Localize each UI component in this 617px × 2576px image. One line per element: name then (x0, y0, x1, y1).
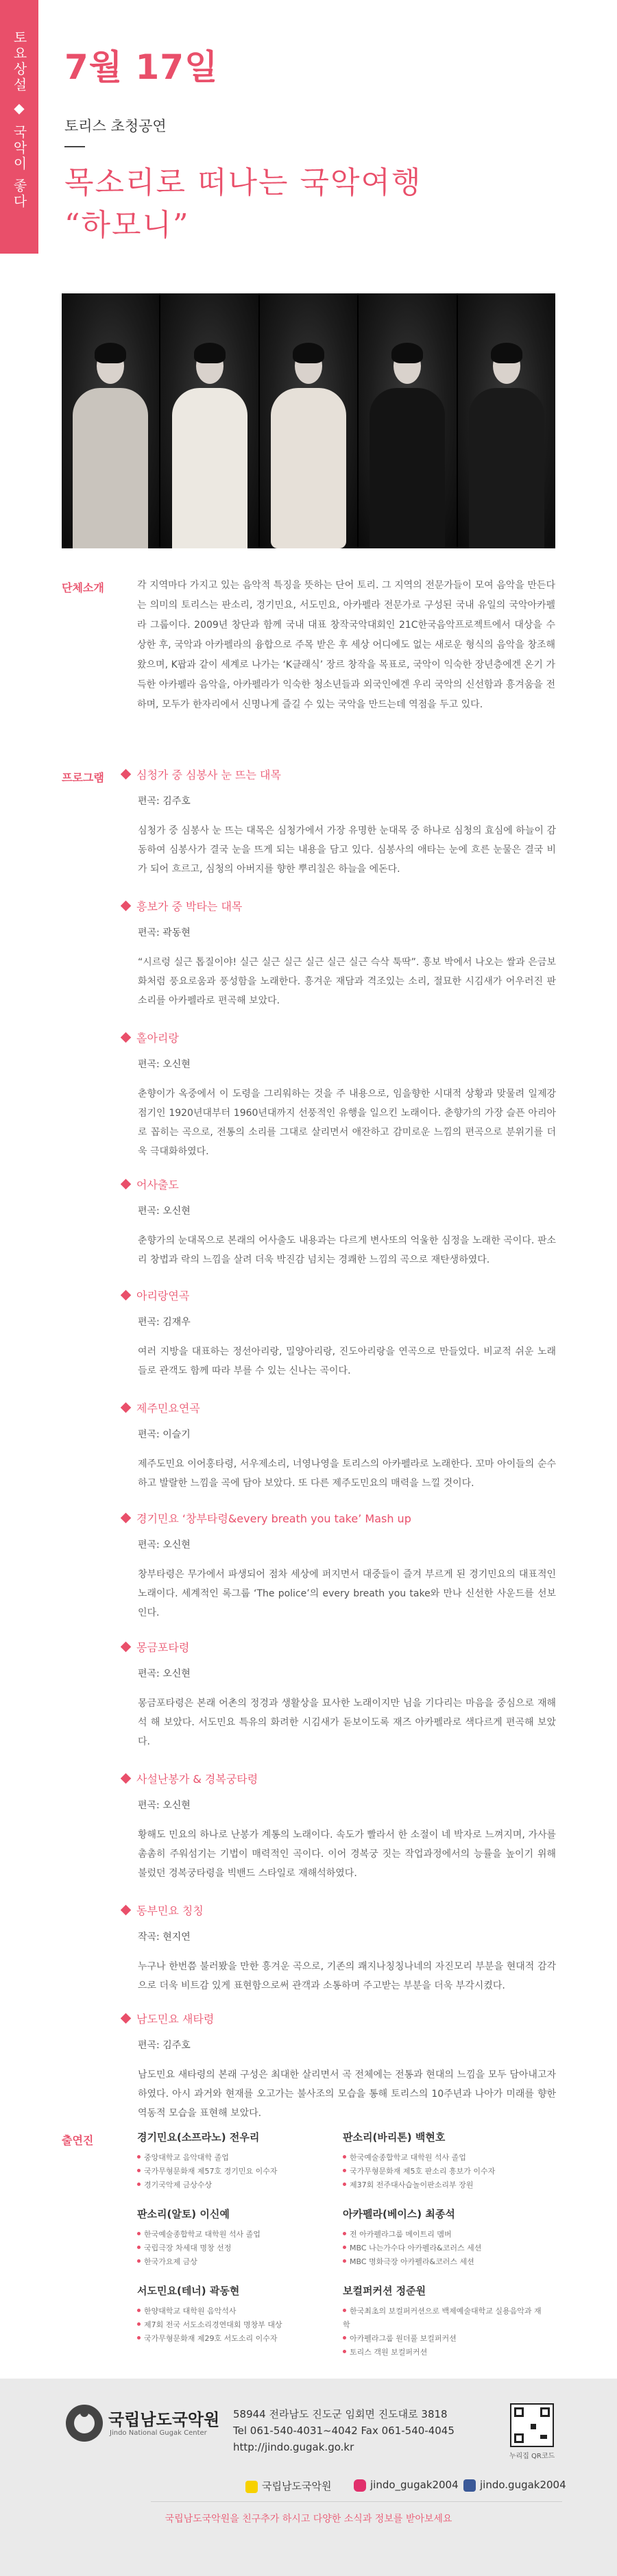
event-date: 7월 17일 (64, 47, 219, 87)
event-title-line-2: “하모니” (64, 208, 190, 243)
program-item-title: 동부민요 칭칭 (121, 1904, 559, 1919)
footer (0, 2379, 617, 2576)
program-item (121, 1031, 559, 1161)
performer-detail: 국립극장 차세대 명창 선정 (137, 2241, 336, 2255)
performer-name: 아카펠라(베이스) 최종석 (343, 2208, 455, 2220)
footer-divider (151, 2501, 562, 2502)
qr-code-label: 누리집 QR코드 (509, 2453, 555, 2460)
diamond-icon (121, 1032, 131, 1043)
performer-card (137, 2207, 336, 2269)
diamond-icon (121, 1179, 131, 1190)
program-item (121, 1772, 559, 1883)
qr-code-icon[interactable] (510, 2403, 554, 2447)
program-item-title: 몽금포타령 (121, 1640, 559, 1655)
facebook-icon (463, 2479, 476, 2492)
performer-detail: 중앙대학교 음악대학 졸업 (137, 2151, 336, 2165)
program-item-editor: 편곡: 오신현 (138, 1668, 191, 1679)
org-address: 58944 전라남도 진도군 임회면 진도대로 3818 (233, 2408, 448, 2420)
diamond-icon (121, 2013, 131, 2024)
group-photo (62, 293, 555, 548)
program-item (121, 1401, 559, 1493)
program-item (121, 2012, 559, 2123)
intro-text: 각 지역마다 가지고 있는 음악적 특징을 뜻하는 단어 토리. 그 지역의 전문가들이 모여 음악을 만든다는 의미의 토리스는 판소리, 경기민요, 서도민요, 아카펠라 전문가로 구성된 국내 유일의 국악아카펠라 그룹이다. 2009년 창단과 함께 국내 대표 창작국악대회인 21C한국음악프로젝트에서 대상을 수상한 후, 국악과 아카펠라의 융합으로 주목 받은 후 세상 어디에도 없는 새로운 형식의 음악을 창조해 왔으며, K팝과 같이 세계로 나가는 ‘K클래식’ 장르 창작을 목표로, 국악이 익숙한 장년층에겐 온기 가득한 아카펠라 음악을, 아카펠라가 익숙한 청소년들과 외국인에겐 우리 국악의 신선함과 흥겨움을 전하며, 모두가 한자리에서 신명나게 즐길 수 있는 국악을 만드는데 역점을 두고 있다. (137, 580, 555, 710)
program-item-body: 몽금포타령은 본래 어촌의 정경과 생활상을 묘사한 노래이지만 님을 기다리는 마음을 중심으로 재해석 해 보았다. 서도민요 특유의 화려한 시김새가 돋보이도록 재즈 아카펠라로 색다르게 편곡해 보았다. (138, 1698, 556, 1747)
program-item-body: 춘향가의 눈대목으로 본래의 어사출도 내용과는 다르게 변사또의 억울한 심정을 노래한 곡이다. 판소리 창법과 락의 느낌을 살려 더욱 박진감 넘치는 경쾌한 느낌의 곡으로 재탄생하였다. (138, 1235, 556, 1265)
program-item-body: 심청가 중 심봉사 눈 뜨는 대목은 심청가에서 가장 유명한 눈대목 중 하나로 심청의 효심에 하늘이 감동하여 심봉사가 결국 눈을 뜨게 되는 내용을 담고 있다. 심봉사의 애타는 눈에 흐른 눈물은 결국 비가 되어 흐르고, 심청의 아버지를 향한 뿌리칠은 하늘을 에돈다. (138, 825, 556, 875)
program-item-editor: 편곡: 오신현 (138, 1540, 191, 1551)
program-item-title: 경기민요 ‘창부타령&every breath you take’ Mash up (121, 1511, 559, 1527)
program-item-body: “시르렁 실근 톱질이야! 실근 실근 실근 실근 실근 실근 슥삭 툭딱”. 흥보 박에서 나오는 쌀과 은금보화처럼 풍요로움과 풍성함을 노래한다. 흥겨운 재담과 격조있는 소리, 절묘한 시김새가 어우러진 판소리를 아카펠라로 편곡해 보았다. (138, 957, 556, 1006)
event-title-line-1: 목소리로 떠나는 국악여행 (64, 165, 422, 200)
instagram-icon (354, 2479, 366, 2492)
performer-name: 경기민요(소프라노) 전우리 (137, 2131, 260, 2143)
performer-detail: 국가무형문화재 제29호 서도소리 이수자 (137, 2332, 336, 2346)
program-item-editor: 편곡: 오신현 (138, 1206, 191, 1217)
program-item-body: 황해도 민요의 하나로 난봉가 계통의 노래이다. 속도가 빨라서 한 소절이 네 박자로 느껴지며, 가사를 촘촘히 주워섬기는 기법이 매력적인 곡이다. 이어 경복궁 짓는 작업과정에서의 능률을 높이기 위해 불렀던 경복궁타령을 빅밴드 스타일로 재해석하였다. (138, 1830, 556, 1879)
diamond-icon (121, 1402, 131, 1413)
diamond-icon (121, 1290, 131, 1301)
kakao-icon (245, 2481, 258, 2493)
performer-name: 보컬퍼커션 정준원 (343, 2285, 426, 2297)
performer-name: 판소리(바리톤) 백현호 (343, 2131, 446, 2143)
program-item-editor: 편곡: 오신현 (138, 1059, 191, 1070)
performer-detail: 한국가요제 금상 (137, 2255, 336, 2269)
performer-detail: MBC 명화극장 아카펠라&코러스 세션 (343, 2255, 542, 2269)
program-item-title: 심청가 중 심봉사 눈 뜨는 대목 (121, 768, 559, 783)
program-item-editor: 작곡: 현지연 (138, 1932, 191, 1943)
category-tab-label-1: 토요상설 (11, 30, 27, 93)
program-item-body: 남도민요 새타령의 본래 구성은 최대한 살리면서 곡 전체에는 전통과 현대의 느낌을 모두 담아내고자 하였다. 아시 과거와 현재를 오고가는 불사조의 모습을 통해 토리스의 10주년과 나아가 미래를 향한 역동적 모습을 표현해 보았다. (138, 2069, 556, 2119)
performer-detail: 국가무형문화재 제57호 경기민요 이수자 (137, 2165, 336, 2178)
sns-instagram[interactable]: jindo_gugak2004 (354, 2479, 459, 2492)
program-item-title: 사설난봉가 & 경복궁타령 (121, 1772, 559, 1787)
performer-card (343, 2130, 542, 2192)
sns-facebook[interactable]: jindo.gugak2004 (463, 2479, 566, 2492)
program-item-title: 아리랑연곡 (121, 1289, 559, 1304)
program-item-editor: 편곡: 곽동현 (138, 927, 191, 938)
diamond-icon (121, 769, 131, 780)
performer-name: 판소리(알토) 이신예 (137, 2208, 230, 2220)
performer-name: 서도민요(테너) 곽동현 (137, 2285, 240, 2297)
diamond-icon (121, 1905, 131, 1916)
category-tab (0, 0, 38, 254)
program-item-editor: 편곡: 이슬기 (138, 1429, 191, 1440)
performer-detail: 경기국악제 금상수상 (137, 2178, 336, 2192)
performer-photo (160, 293, 259, 548)
program-item (121, 1178, 559, 1269)
diamond-icon (121, 1513, 131, 1524)
program-item-body: 춘향이가 옥중에서 이 도령을 그리워하는 것을 주 내용으로, 임을향한 시대적 상황과 맞물려 일제강점기인 1920년대부터 1960년대까지 선풍적인 유행을 일으킨 노래이다. 춘향가의 가장 슬픈 아리아로 꼽히는 곡으로, 전통의 소리를 그대로 살리면서 애잔하고 감미로운 느낌의 편곡으로 분위기를 더욱 극대화하였다. (138, 1089, 556, 1157)
footer-slogan: 국립남도국악원을 친구추가 하시고 다양한 소식과 정보를 받아보세요 (165, 2514, 452, 2525)
org-contact (233, 2406, 455, 2455)
performer-photo (260, 293, 359, 548)
sns-kakao[interactable]: 국립남도국악원 (245, 2479, 331, 2493)
program-item (121, 768, 559, 879)
org-website[interactable]: http://jindo.gugak.go.kr (233, 2441, 354, 2453)
diamond-icon: ◆ (11, 99, 27, 125)
performer-detail: MBC 나는가수다 아카펠라&코러스 세션 (343, 2241, 542, 2255)
org-phone: Tel 061-540-4031~4042 Fax 061-540-4045 (233, 2425, 455, 2437)
program-item-editor: 편곡: 김주호 (138, 796, 191, 807)
org-logo-icon (66, 2405, 103, 2442)
program-item-editor: 편곡: 오신현 (138, 1800, 191, 1811)
program-item (121, 1640, 559, 1751)
performers-label: 출연진 (62, 2134, 94, 2147)
program-item-editor: 편곡: 김재우 (138, 1317, 191, 1328)
category-tab-text (4, 30, 34, 210)
program-item-editor: 편곡: 김주호 (138, 2040, 191, 2051)
event-title (64, 162, 422, 247)
program-item-body: 여러 지방을 대표하는 정선아리랑, 밀양아리랑, 진도아리랑을 연곡으로 만들었다. 비교적 쉬운 노래들로 관객도 함께 따라 부를 수 있는 신나는 곡이다. (138, 1346, 556, 1376)
program-item-title: 어사출도 (121, 1178, 559, 1193)
org-name: 국립남도국악원 (108, 2410, 220, 2429)
program-item-title: 홀아리랑 (121, 1031, 559, 1046)
performer-detail: 한양대학교 대학원 음악석사 (137, 2305, 336, 2318)
performer-detail: 아카펠라그룹 원더풀 보컬퍼커션 (343, 2332, 542, 2346)
performer-card (343, 2284, 542, 2359)
program-item (121, 1511, 559, 1623)
diamond-icon (121, 1642, 131, 1653)
program-item (121, 1289, 559, 1381)
performer-photo (458, 293, 555, 548)
program-item-body: 제주도민요 이어홍타령, 서우제소리, 너영나영을 토리스의 아카펠라로 노래한다. 꼬마 아이들의 순수하고 발랄한 느낌을 곡에 담아 보았다. 또 다른 제주도민요의 매력을 느낄 것이다. (138, 1459, 556, 1489)
performer-photo (62, 293, 160, 548)
performer-detail: 토리스 객원 보컬퍼커션 (343, 2346, 542, 2359)
performer-detail: 국가무형문화재 제5호 판소리 흥보가 이수자 (343, 2165, 542, 2178)
program-item-title: 흥보가 중 박타는 대목 (121, 899, 559, 914)
title-divider (64, 146, 85, 147)
event-subtitle: 토리스 초청공연 (64, 118, 167, 134)
performer-detail: 한국예술종합학교 대학원 석사 졸업 (343, 2151, 542, 2165)
performer-detail: 제7회 전국 서도소리경연대회 명창부 대상 (137, 2318, 336, 2332)
program-item (121, 899, 559, 1010)
performer-detail: 한국예술종합학교 대학원 석사 졸업 (137, 2228, 336, 2241)
performer-card (343, 2207, 542, 2269)
diamond-icon (121, 901, 131, 912)
performer-detail: 제37회 전주대사습놀이판소리부 장원 (343, 2178, 542, 2192)
program-item-body: 창부타령은 무가에서 파생되어 점차 세상에 퍼지면서 대중들이 즐겨 부르게 된 경기민요의 대표적인 노래이다. 세계적인 록그룹 ‘The police’의 every breath you take와 만나 신선한 사운드를 선보인다. (138, 1569, 556, 1618)
org-name-en: Jindo National Gugak Center (110, 2429, 207, 2437)
performer-detail: 전 아카펠라그룹 메이트리 멤버 (343, 2228, 542, 2241)
program-item (121, 1904, 559, 1995)
program-item-body: 누구나 한번쯤 불러봤을 만한 흥겨운 곡으로, 기존의 쾌지나칭칭나네의 자진모리 부분을 현대적 감각으로 더욱 비트감 있게 표현함으로써 관객과 소통하며 주고받는 부분을 더욱 부각시켰다. (138, 1961, 556, 1991)
program-label: 프로그램 (62, 771, 104, 784)
intro-label: 단체소개 (62, 581, 104, 594)
performer-card (137, 2130, 336, 2192)
diamond-icon (121, 1773, 131, 1784)
performer-photo (359, 293, 457, 548)
performer-card (137, 2284, 336, 2346)
category-tab-label-2: 국악이 좋다 (11, 124, 27, 210)
program-item-title: 남도민요 새타령 (121, 2012, 559, 2027)
performer-detail: 한국최초의 보컬퍼커션으로 백제예술대학교 실용음악과 재학 (343, 2305, 542, 2332)
program-item-title: 제주민요연곡 (121, 1401, 559, 1416)
